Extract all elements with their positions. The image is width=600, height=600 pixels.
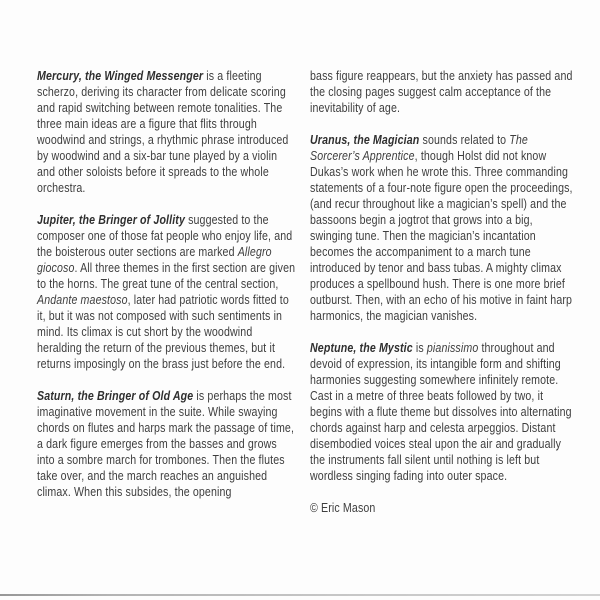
- saturn-segment-1: is perhaps the most imaginative movement in the suite. While swaying chords on flutes and harps mark the passage of time, a dark figure emerges from the basses and grows into a sombre march for trombones. Then the flutes take over, and the march reaches an anguished climax. When this subsides, the opening: [37, 389, 295, 499]
- uranus-segment-3: , though Holst did not know Dukas’s work when he wrote this. Three commanding statements of a four-note figure open the proceedings, (and recur throughout like a magician’s spell) and the bassoons begin a jogtrot that grows into a big, swinging tune. Then the magician’s incantation becomes the accompaniment to a march tune introduced by tenor and bass tubas. A mighty climax produces a spellbound hush. There is one more brief outburst. Then, with an echo of his motive in faint harp harmonics, the magician vanishes.: [310, 149, 573, 323]
- saturn-segment-0-movement-title: Saturn, the Bringer of Old Age: [37, 389, 194, 403]
- jupiter-segment-5: , later had patriotic words fitted to it, but it was not composed with such sentiments in mind. Its climax is cut short by the woodwind heralding the return of the previous themes, but it returns imposingly on the brass just before the end.: [37, 293, 289, 371]
- neptune-paragraph: [310, 340, 575, 484]
- saturn-continuation-segment-0: bass figure reappears, but the anxiety has passed and the closing pages suggest calm acceptance of the inevitability of age.: [310, 69, 573, 115]
- page-bottom-scan-edge: [0, 594, 600, 596]
- jupiter-segment-0-movement-title: Jupiter, the Bringer of Jollity: [37, 213, 186, 227]
- text-column-right: [310, 68, 575, 516]
- neptune-segment-2: pianissimo: [426, 341, 479, 355]
- neptune-segment-0-movement-title: Neptune, the Mystic: [310, 341, 413, 355]
- text-column-left: [37, 68, 295, 516]
- jupiter-segment-3: . All three themes in the first section are given to the horns. The great tune of the central section,: [37, 261, 296, 291]
- mercury-segment-1: is a fleeting scherzo, deriving its character from delicate scoring and rapid switching between remote tonalities. The three main ideas are a figure that flits through woodwind and strings, a rhythmic phrase introduced by woodwind and a six-bar tune played by a violin and other soloists before it spreads to the whole orchestra.: [37, 69, 289, 195]
- neptune-segment-3: throughout and devoid of expression, its intangible form and shifting harmonies suggesting somewhere infinitely remote. Cast in a metre of three beats followed by two, it begins with a flute theme but dissolves into alternating chords against harp and celesta arpeggios. Distant disembodied voices steal upon the air and gradually the instruments fall silent until nothing is left but wordless singing fading into outer space.: [310, 341, 572, 483]
- jupiter-segment-4: Andante maestoso: [37, 293, 128, 307]
- jupiter-segment-1: suggested to the composer one of those fat people who enjoy life, and the boisterous outer sections are marked: [37, 213, 293, 259]
- neptune-segment-1: is: [412, 341, 427, 355]
- saturn-continuation-paragraph: [310, 68, 575, 116]
- uranus-segment-1: sounds related to: [419, 133, 510, 147]
- jupiter-segment-2: Allegro giocoso: [37, 245, 272, 275]
- credit-line: © Eric Mason: [310, 501, 376, 515]
- mercury-paragraph: [37, 68, 295, 196]
- uranus-segment-0-movement-title: Uranus, the Magician: [310, 133, 420, 147]
- uranus-paragraph: [310, 132, 575, 324]
- mercury-segment-0-movement-title: Mercury, the Winged Messenger: [37, 69, 204, 83]
- uranus-segment-2: The Sorcerer’s Apprentice: [310, 133, 528, 163]
- text-column-right-paragraphs: [310, 68, 575, 484]
- saturn-paragraph: [37, 388, 295, 500]
- jupiter-paragraph: [37, 212, 295, 372]
